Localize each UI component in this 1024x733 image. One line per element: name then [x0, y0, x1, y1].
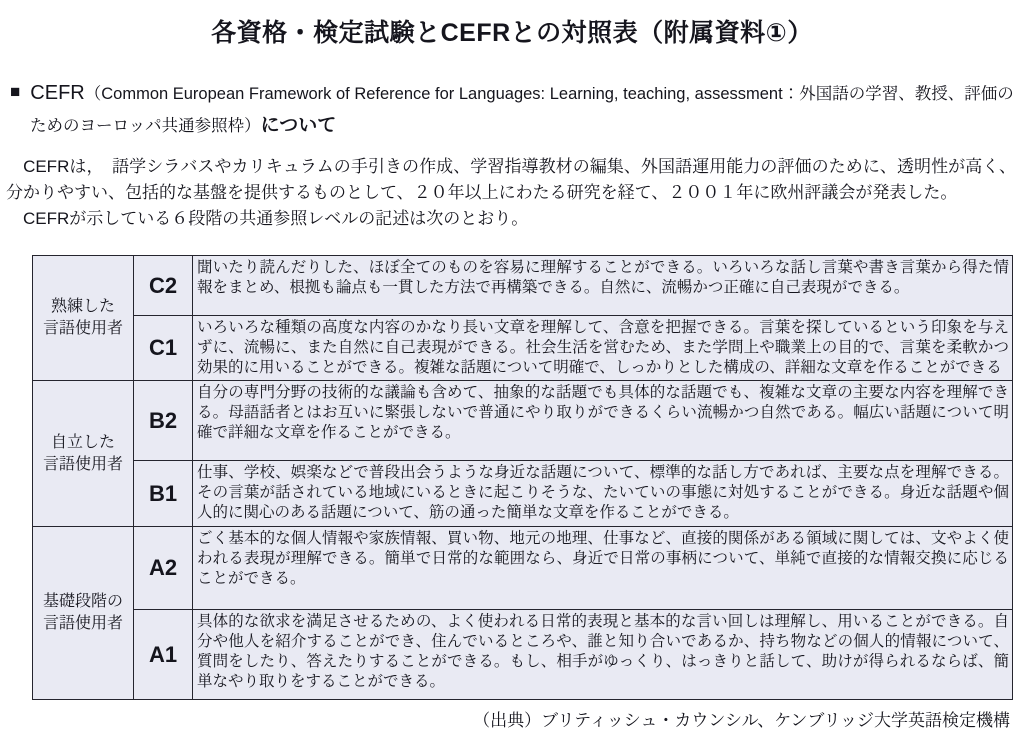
cefr-section-heading [10, 76, 1016, 142]
level-cell-c1: C1 [134, 316, 193, 381]
category-label-line1: 熟練した [50, 298, 115, 315]
level-cell-b1: B1 [134, 461, 193, 527]
document-page [0, 13, 1024, 733]
intro-paragraph-2: CEFRが示している６段階の共通参照レベルの記述は次のとおり。 [6, 209, 529, 228]
table-row-a2 [33, 527, 1013, 610]
category-label-line2: 言語使用者 [42, 615, 123, 632]
category-label-line1: 基礎段階の [42, 593, 123, 610]
intro-text-block [6, 154, 1016, 232]
level-cell-b2: B2 [134, 381, 193, 461]
category-label-line1: 自立した [50, 433, 115, 451]
heading-term: CEFR [30, 82, 85, 104]
description-cell-b1: 仕事、学校、娯楽などで普段出会うような身近な話題について、標準的な話し方であれば、主要な点を理解できる。その言葉が話されている地域にいるときに起こりそうな、たいていの事態に対処することができる。身近な話題や個人的に関心のある話題について、筋の通った簡単な文章を作ることができる。 [193, 461, 1013, 527]
heading-suffix: について [260, 115, 337, 136]
cefr-levels-table [32, 255, 1013, 700]
square-bullet-icon: ■ [10, 82, 21, 101]
category-label-line2: 言語使用者 [42, 455, 123, 473]
category-cell-independent [33, 381, 134, 527]
intro-paragraph-1: CEFRは， 語学シラバスやカリキュラムの手引きの作成、学習指導教材の編集、外国語運用能力の評価のために、透明性が高く、分かりやすい、包括的な基盤を提供するものとして、２０年以上にわたる研究を経て、２００１年に欧州評議会が発表した。 [6, 157, 1016, 202]
description-cell-a2: ごく基本的な個人情報や家族情報、買い物、地元の地理、仕事など、直接的関係がある領域に関しては、文やよく使われる表現が理解できる。簡単で日常的な範囲なら、身近で日常の事柄について、単純で直接的な情報交換に応じることができる。 [193, 527, 1013, 610]
description-cell-b2: 自分の専門分野の技術的な議論も含めて、抽象的な話題でも具体的な話題でも、複雑な文章の主要な内容を理解できる。母語話者とはお互いに緊張しないで普通にやり取りができるくらい流暢かつ自然である。幅広い話題について明確で詳細な文章を作ることができる。 [193, 381, 1013, 461]
level-cell-c2: C2 [134, 256, 193, 316]
table-row-b2 [33, 381, 1013, 461]
category-label-line2: 言語使用者 [42, 320, 123, 337]
table-row-b1 [33, 461, 1013, 527]
category-cell-basic [33, 527, 134, 700]
description-cell-c1: いろいろな種類の高度な内容のかなり長い文章を理解して、含意を把握できる。言葉を探しているという印象を与えずに、流暢に、また自然に自己表現ができる。社会生活を営むため、また学問上や職業上の目的で、言葉を柔軟かつ効果的に用いることができる。複雑な話題について明確で、しっかりとした構成の、詳細な文章を作ることができる [193, 316, 1013, 381]
level-cell-a1: A1 [134, 610, 193, 700]
source-citation: （出典）ブリティッシュ・カウンシル、ケンブリッジ大学英語検定機構 [473, 711, 1010, 730]
table-row-a1 [33, 610, 1013, 700]
level-cell-a2: A2 [134, 527, 193, 610]
description-cell-a1: 具体的な欲求を満足させるための、よく使われる日常的表現と基本的な言い回しは理解し、用いることができる。自分や他人を紹介することができ、住んでいるところや、誰と知り合いであるか、持ち物などの個人的情報について、質問をしたり、答えたりすることができる。もし、相手がゆっくり、はっきりと話して、助けが得られるならば、簡単なやり取りをすることができる。 [193, 610, 1013, 700]
category-cell-proficient [33, 256, 134, 381]
table-row-c1 [33, 316, 1013, 381]
table-row-c2 [33, 256, 1013, 316]
description-cell-c2: 聞いたり読んだりした、ほぼ全てのものを容易に理解することができる。いろいろな話し言葉や書き言葉から得た情報をまとめ、根拠も論点も一貫した方法で再構築できる。自然に、流暢かつ正確に自己表現ができる。 [193, 256, 1013, 316]
heading-parenthetical: （Common European Framework of Reference for Languages: Learning, teaching, assessment：外国語の学習、教授、評価のためのヨーロッパ共通参照枠） [30, 85, 1014, 135]
page-title: 各資格・検定試験とCEFRとの対照表（附属資料①） [211, 19, 813, 47]
